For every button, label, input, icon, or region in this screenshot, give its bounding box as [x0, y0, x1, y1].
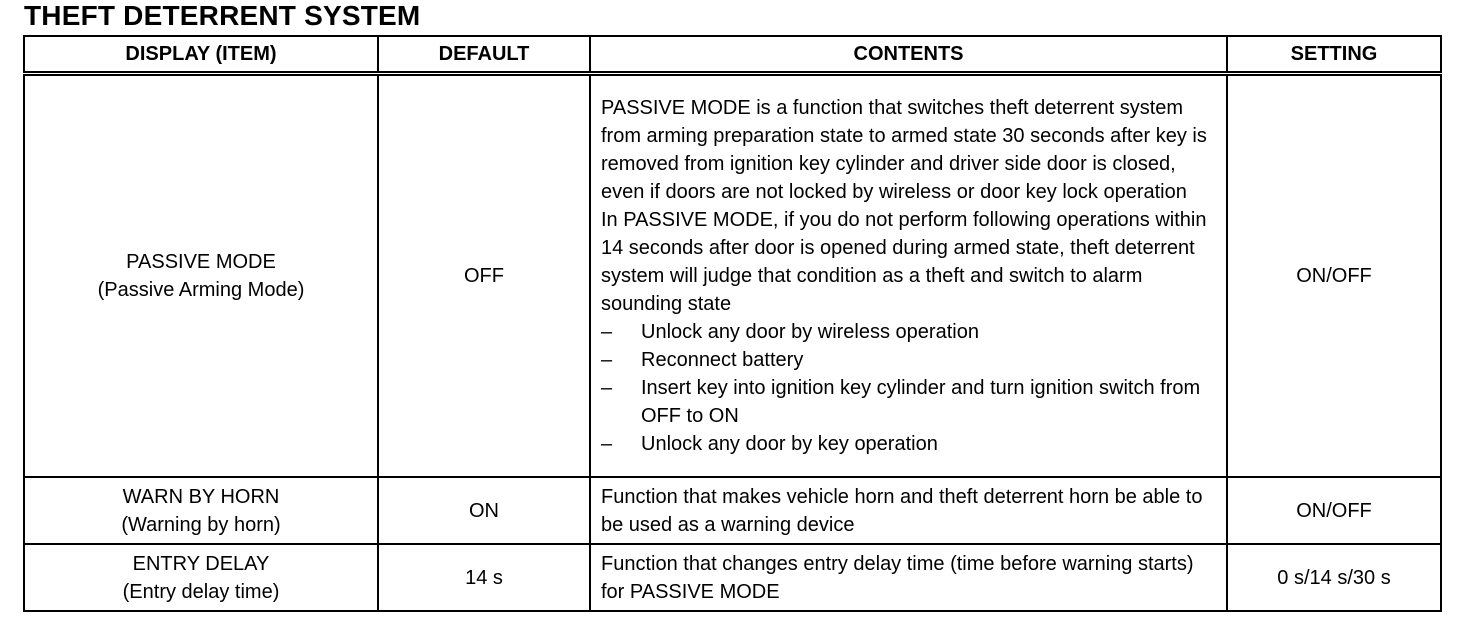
display-item-desc: (Entry delay time) — [122, 580, 280, 603]
bullet-item — [601, 430, 1216, 458]
display-item-name: ENTRY DELAY — [132, 552, 270, 575]
display-item-name: PASSIVE MODE — [126, 251, 276, 273]
display-cell — [24, 477, 378, 544]
bullet-text: Reconnect battery — [641, 349, 804, 371]
display-item-desc: (Passive Arming Mode) — [97, 279, 305, 301]
contents-paragraph: PASSIVE MODE is a function that switches theft deterrent system from arming preparation state to armed state 30 seconds after key is removed from ignition key cylinder and driver side door is closed, even if doors are not locked by wireless or door key lock operation — [601, 97, 1207, 203]
header-default: DEFAULT — [378, 36, 590, 74]
dash-marker: – — [601, 377, 613, 399]
bullet-text: Insert key into ignition key cylinder and turn ignition switch from OFF to ON — [641, 377, 1201, 427]
contents-paragraph: In PASSIVE MODE, if you do not perform following operations within 14 seconds after door is opened during armed state, theft deterrent system will judge that condition as a theft and switch to alarm sounding state — [601, 209, 1207, 315]
dash-marker: – — [601, 321, 613, 343]
dash-marker: – — [601, 433, 613, 455]
contents-cell — [590, 477, 1227, 544]
setting-cell: 0 s/14 s/30 s — [1227, 544, 1441, 611]
display-item-desc: (Warning by horn) — [121, 513, 281, 536]
default-cell: 14 s — [378, 544, 590, 611]
contents-cell — [590, 74, 1227, 478]
table-row — [24, 74, 1441, 478]
table-row — [24, 477, 1441, 544]
display-cell — [24, 544, 378, 611]
setting-cell: ON/OFF — [1227, 74, 1441, 478]
setting-cell: ON/OFF — [1227, 477, 1441, 544]
bullet-text: Unlock any door by wireless operation — [641, 321, 979, 343]
header-contents: CONTENTS — [590, 36, 1227, 74]
table-row — [24, 544, 1441, 611]
bullet-item — [601, 318, 1216, 346]
bullet-item — [601, 374, 1216, 430]
table-header — [24, 36, 1441, 74]
bullet-item — [601, 346, 1216, 374]
settings-table — [23, 35, 1442, 612]
display-item-name: WARN BY HORN — [122, 485, 280, 508]
header-display: DISPLAY (ITEM) — [24, 36, 378, 74]
contents-paragraph: Function that makes vehicle horn and theft deterrent horn be able to be used as a warning device — [601, 485, 1203, 536]
default-cell: ON — [378, 477, 590, 544]
contents-cell — [590, 544, 1227, 611]
bullet-text: Unlock any door by key operation — [641, 433, 938, 455]
dash-marker: – — [601, 349, 613, 371]
page-title: THEFT DETERRENT SYSTEM — [24, 0, 421, 31]
contents-paragraph: Function that changes entry delay time (time before warning starts) for PASSIVE MODE — [601, 552, 1194, 603]
header-setting: SETTING — [1227, 36, 1441, 74]
display-cell — [24, 74, 378, 478]
default-cell: OFF — [378, 74, 590, 478]
